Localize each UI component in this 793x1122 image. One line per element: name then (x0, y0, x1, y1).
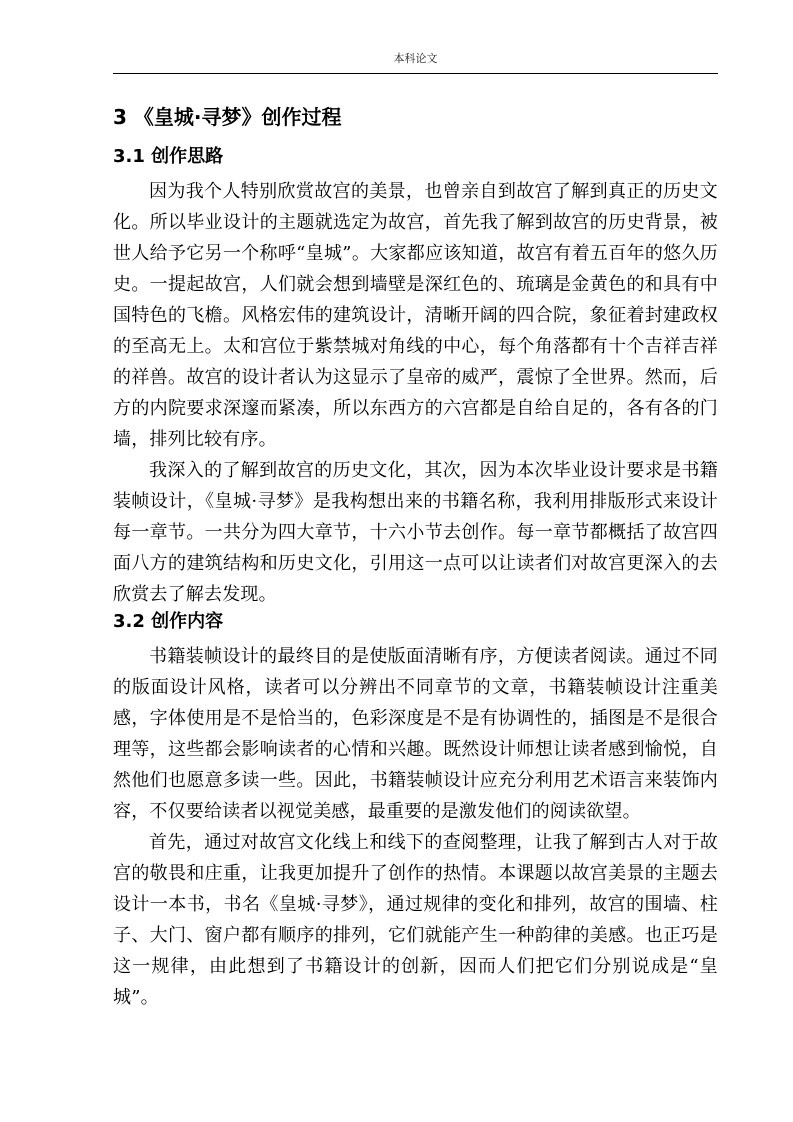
section-body-3-1 (113, 176, 718, 610)
chapter-title: 3 《皇城·寻梦》创作过程 (113, 105, 342, 129)
page-header: 本科论文 (393, 52, 438, 65)
paragraph: 首先，通过对故宫文化线上和线下的查阅整理，让我了解到古人对于故宫的敬畏和庄重，让我更加提升了创作的热情。本课题以故宫美景的主题去设计一本书，书名《皇城·寻梦》，通过规律的变化和排列，故宫的围墙、柱子、大门、窗户都有顺序的排列，它们就能产生一种韵律的美感。也正巧是这一规律，由此想到了书籍设计的创新，因而人们把它们分别说成是“皇城”。 (113, 832, 718, 1008)
paragraph: 因为我个人特别欣赏故宫的美景，也曾亲自到故宫了解到真正的历史文化。所以毕业设计的主题就选定为故宫，首先我了解到故宫的历史背景，被世人给予它另一个称呼“皇城”。大家都应该知道，故宫有着五百年的悠久历史。一提起故宫，人们就会想到墙壁是深红色的、琉璃是金黄色的和具有中国特色的飞檐。风格宏伟的建筑设计，清晰开阔的四合院，象征着封建政权的至高无上。太和宫位于紫禁城对角线的中心，每个角落都有十个吉祥吉祥的祥兽。故宫的设计者认为这显示了皇帝的威严，震惊了全世界。然而，后方的内院要求深邃而紧凑，所以东西方的六宫都是自给自足的，各有各的门墙，排列比较有序。 (113, 181, 718, 450)
section-heading-3-1: 3.1 创作思路 (113, 146, 224, 167)
paragraph: 我深入的了解到故宫的历史文化，其次，因为本次毕业设计要求是书籍装帧设计，《皇城·寻梦》是我构想出来的书籍名称，我利用排版形式来设计每一章节。一共分为四大章节，十六小节去创作。每一章节都概括了故宫四面八方的建筑结构和历史文化，引用这一点可以让读者们对故宫更深入的去欣赏去了解去发现。 (113, 460, 718, 605)
paragraph: 书籍装帧设计的最终目的是使版面清晰有序，方便读者阅读。通过不同的版面设计风格，读者可以分辨出不同章节的文章，书籍装帧设计注重美感，字体使用是不是恰当的，色彩深度是不是有协调性的，插图是不是很合理等，这些都会影响读者的心情和兴趣。既然设计师想让读者感到愉悦，自然他们也愿意多读一些。因此，书籍装帧设计应充分利用艺术语言来装饰内容，不仅要给读者以视觉美感，最重要的是激发他们的阅读欲望。 (113, 646, 718, 822)
section-heading-3-2: 3.2 创作内容 (113, 611, 224, 632)
header-rule (113, 73, 718, 74)
section-body-3-2 (113, 641, 718, 1013)
